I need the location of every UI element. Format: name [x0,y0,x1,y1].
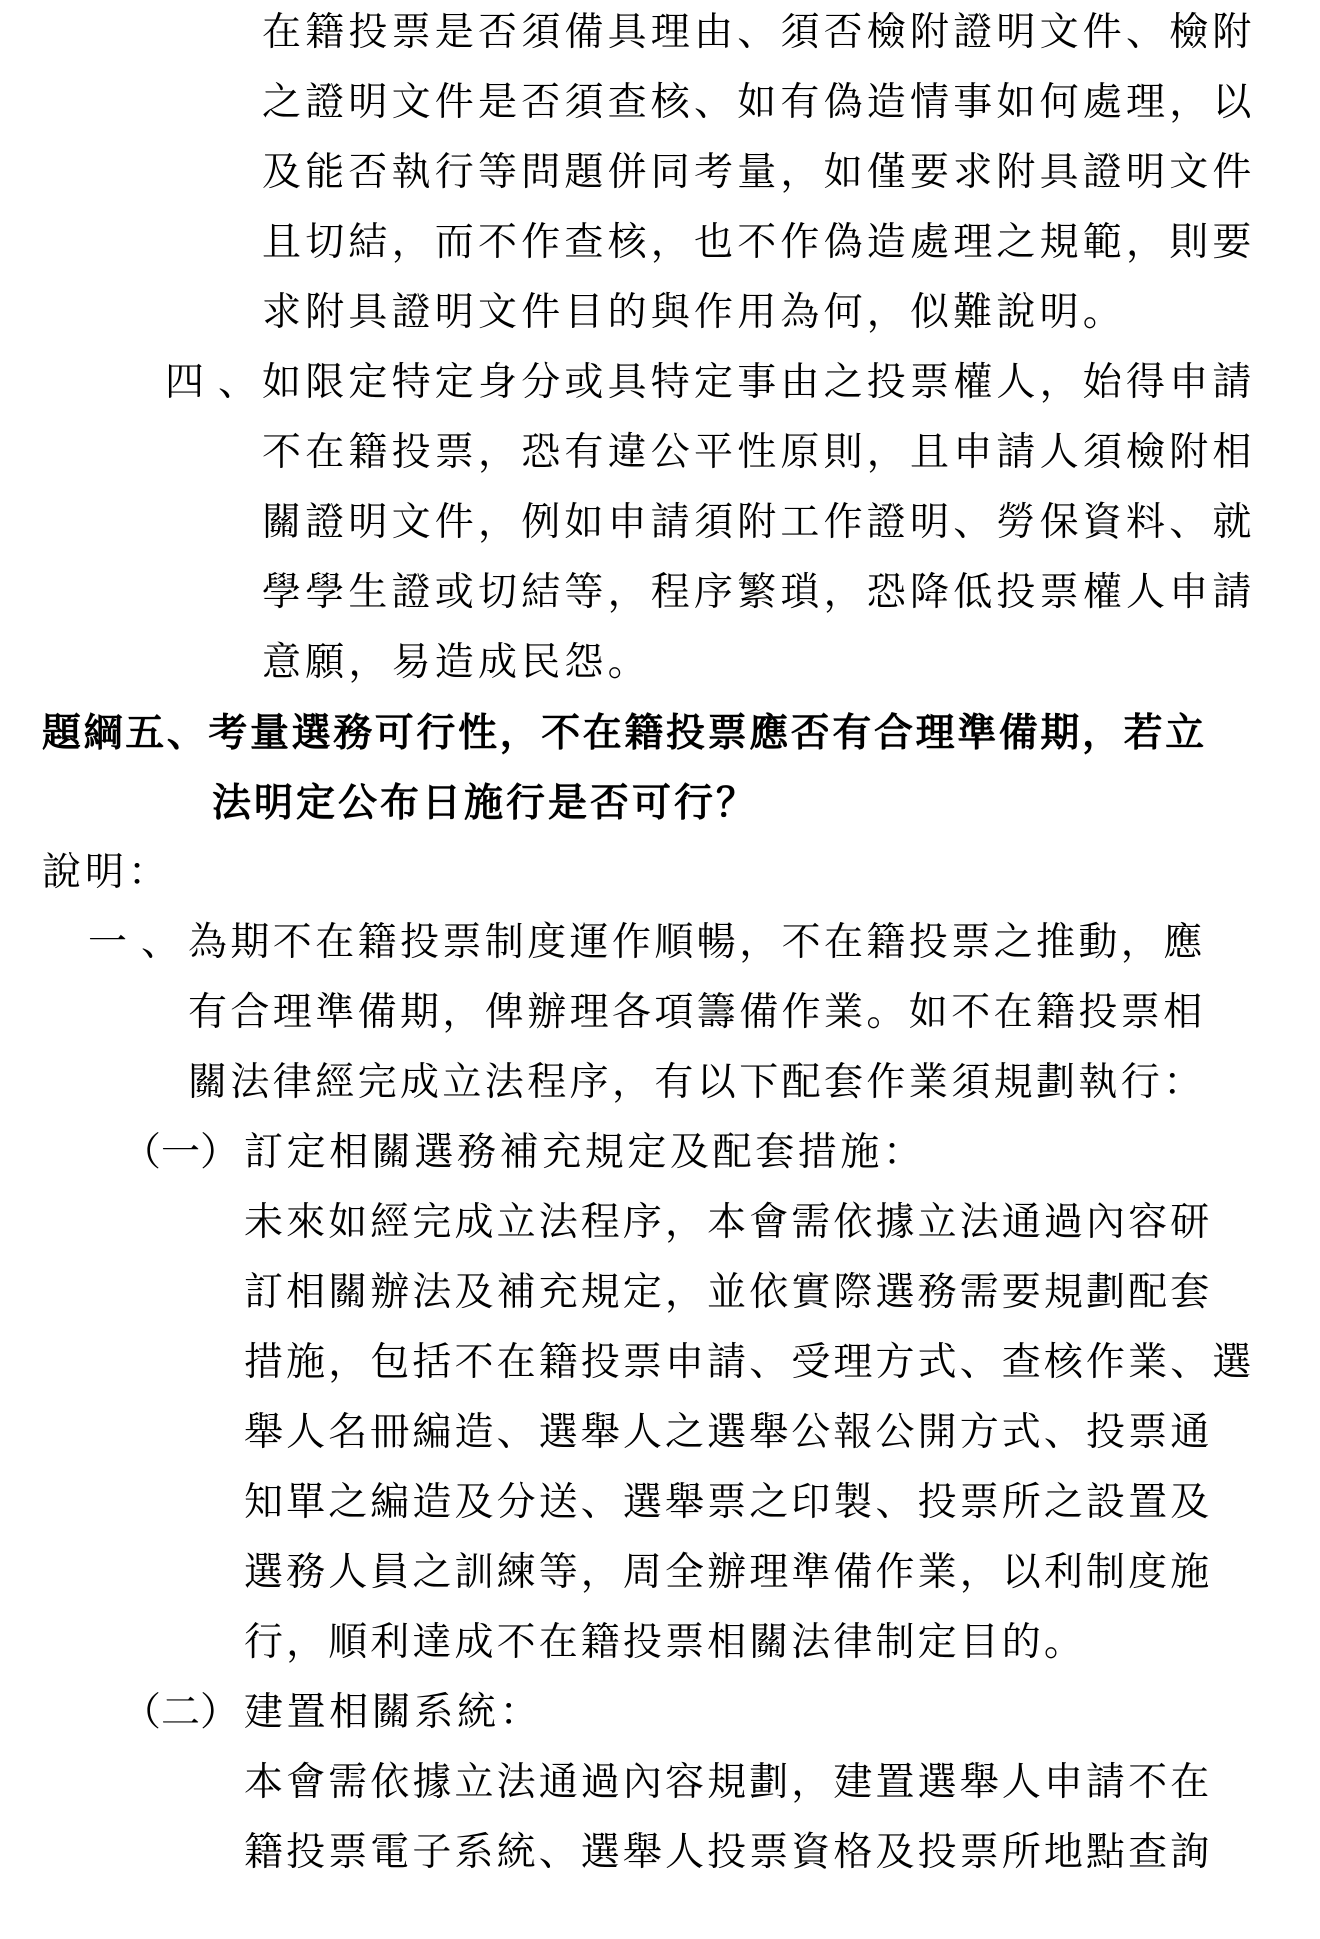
sub-one-line-4: 舉人名冊編造、選舉人之選舉公報公開方式、投票通 [244,1410,1213,1455]
item-four-line-2: 不在籍投票，恐有違公平性原則，且申請人須檢附相 [262,430,1256,475]
section-heading-line-1: 題綱五、考量選務可行性，不在籍投票應否有合理準備期，若立 [42,710,1207,756]
sub-two-line-1: 本會需依據立法通過內容規劃，建置選舉人申請不在 [244,1760,1213,1805]
item-four-line-4: 學學生證或切結等，程序繁瑣，恐降低投票權人申請 [262,570,1256,615]
sub-one-line-2: 訂相關辦法及補充規定，並依實際選務需要規劃配套 [244,1270,1213,1315]
continuation-line-2: 之證明文件是否須查核、如有偽造情事如何處理，以 [262,80,1256,125]
item-one-line-2: 有合理準備期，俾辦理各項籌備作業。如不在籍投票相 [188,990,1206,1035]
sub-one-line-5: 知單之編造及分送、選舉票之印製、投票所之設置及 [244,1480,1213,1525]
item-one-marker: 一、 [88,920,195,965]
sub-two-title: 建置相關系統： [244,1690,543,1735]
sub-one-title: 訂定相關選務補充規定及配套措施： [244,1130,926,1175]
sub-one-line-7: 行，順利達成不在籍投票相關法律制定目的。 [244,1620,1087,1665]
item-four-line-5: 意願，易造成民怨。 [262,640,651,685]
continuation-line-1: 在籍投票是否須備具理由、須否檢附證明文件、檢附 [262,10,1256,55]
continuation-line-3: 及能否執行等問題併同考量，如僅要求附具證明文件 [262,150,1256,195]
item-four-line-3: 關證明文件，例如申請須附工作證明、勞保資料、就 [262,500,1256,545]
sub-two-marker: （二） [122,1690,240,1735]
item-one-line-3: 關法律經完成立法程序，有以下配套作業須規劃執行： [188,1060,1206,1105]
sub-two-line-2: 籍投票電子系統、選舉人投票資格及投票所地點查詢 [244,1830,1213,1875]
item-four-marker: 四、 [165,360,272,405]
continuation-line-4: 且切結，而不作查核，也不作偽造處理之規範，則要 [262,220,1256,265]
sub-one-marker: （一） [122,1130,240,1175]
sub-one-line-6: 選務人員之訓練等，周全辦理準備作業，以利制度施 [244,1550,1213,1595]
sub-one-line-3: 措施，包括不在籍投票申請、受理方式、查核作業、選 [244,1340,1255,1385]
sub-one-line-1: 未來如經完成立法程序，本會需依據立法通過內容研 [244,1200,1213,1245]
explanation-label: 說明： [42,850,172,895]
section-heading-line-2: 法明定公布日施行是否可行？ [212,780,759,826]
item-one-line-1: 為期不在籍投票制度運作順暢，不在籍投票之推動，應 [188,920,1206,965]
item-four-line-1: 如限定特定身分或具特定事由之投票權人，始得申請 [262,360,1256,405]
continuation-line-5: 求附具證明文件目的與作用為何，似難說明。 [262,290,1127,335]
